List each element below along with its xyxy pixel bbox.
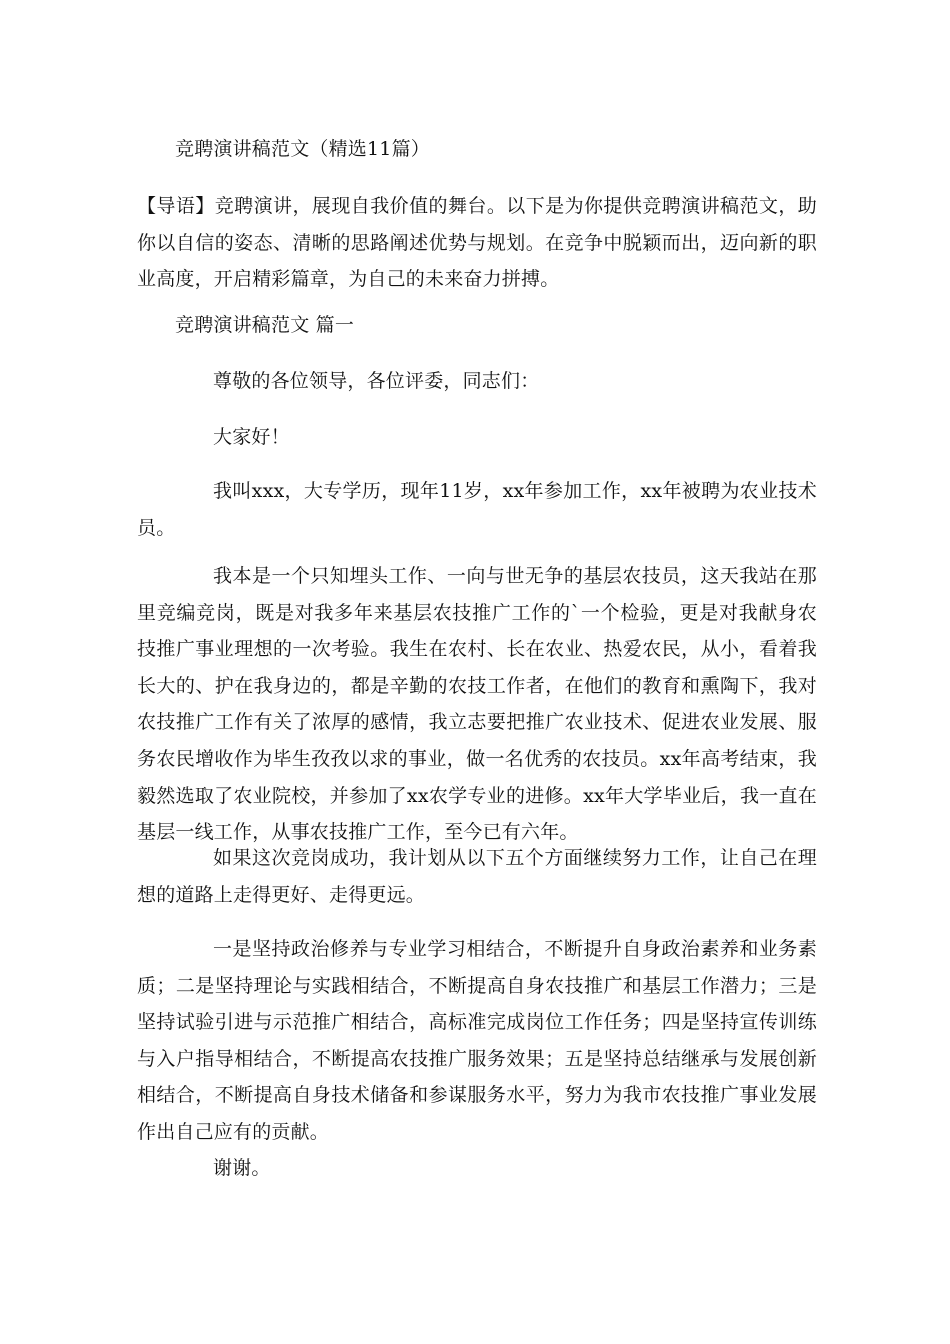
paragraph-plan-intro: 如果这次竞岗成功，我计划从以下五个方面继续努力工作，让自己在理想的道路上走得更好、走得更远。 xyxy=(137,847,817,906)
intro-paragraph: 【导语】竞聘演讲，展现自我价值的舞台。以下是为你提供竞聘演讲稿范文，助你以自信的姿态、清晰的思路阐述优势与规划。在竞争中脱颖而出，迈向新的职业高度，开启精彩篇章，为自己的未来奋力拼搏。 xyxy=(137,195,817,291)
section-heading: 竞聘演讲稿范文 篇一 xyxy=(175,314,355,336)
salutation: 尊敬的各位领导，各位评委，同志们： xyxy=(213,370,540,392)
document-title: 竞聘演讲稿范文（精选11篇） xyxy=(175,138,430,160)
closing: 谢谢。 xyxy=(213,1157,271,1179)
paragraph-self-introduction: 我叫xxx，大专学历，现年11岁，xx年参加工作，xx年被聘为农业技术员。 xyxy=(137,480,817,539)
greeting: 大家好！ xyxy=(213,426,290,448)
paragraph-background: 我本是一个只知埋头工作、一向与世无争的基层农技员，这天我站在那里竞编竞岗，既是对我多年来基层农技推广工作的`一个检验，更是对我献身农技推广事业理想的一次考验。我生在农村、长在农业、热爱农民，从小，看着我长大的、护在我身边的，都是辛勤的农技工作者，在他们的教育和熏陶下，我对农技推广工作有关了浓厚的感情，我立志要把推广农业技术、促进农业发展、服务农民增收作为毕生孜孜以求的事业，做一名优秀的农技员。xx年高考结束，我毅然选取了农业院校，并参加了xx农学专业的进修。xx年大学毕业后，我一直在基层一线工作，从事农技推广工作，至今已有六年。 xyxy=(137,565,817,844)
paragraph-plan-details: 一是坚持政治修养与专业学习相结合，不断提升自身政治素养和业务素质；二是坚持理论与实践相结合，不断提高自身农技推广和基层工作潜力；三是坚持试验引进与示范推广相结合，高标准完成岗位工作任务；四是坚持宣传训练与入户指导相结合，不断提高农技推广服务效果；五是坚持总结继承与发展创新相结合，不断提高自身技术储备和参谋服务水平，努力为我市农技推广事业发展作出自己应有的贡献。 xyxy=(137,938,817,1143)
